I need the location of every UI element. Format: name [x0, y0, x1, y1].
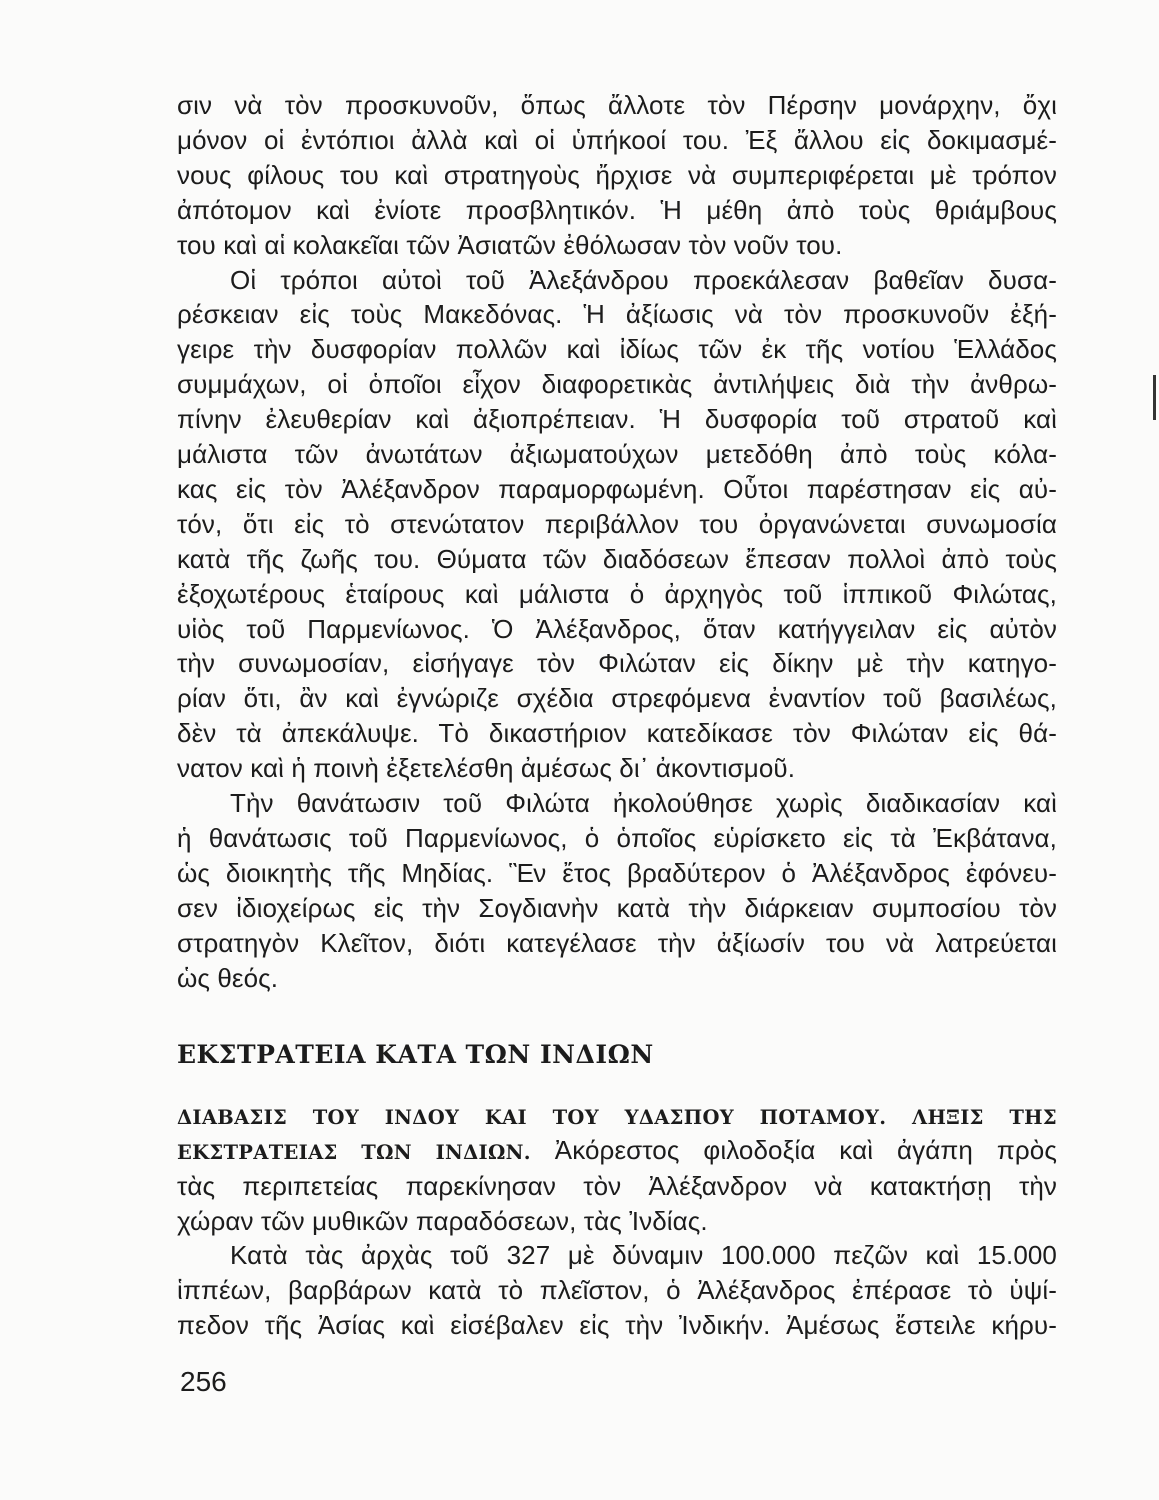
text-line: ἐξοχωτέρους ἑταίρους καὶ μάλιστα ὁ ἀρχηγὸς τοῦ ἱππικοῦ Φιλώτας, — [177, 578, 1057, 609]
text-line: του καὶ αἱ κολακεῖαι τῶν Ἀσιατῶν ἐθόλωσαν τὸν νοῦν του. — [177, 229, 843, 260]
text-line: Τὴν θανάτωσιν τοῦ Φιλώτα ἠκολούθησε χωρὶς διαδικασίαν καὶ — [230, 788, 1057, 818]
subsection-title-part1: ΔΙΑΒΑΣΙΣ ΤΟΥ ΙΝΔΟΥ ΚΑΙ ΤΟΥ ΥΔΑΣΠΟΥ ΠΟΤΑΜΟΥ. ΛΗΞΙΣ ΤΗΣ — [177, 1106, 1057, 1129]
subsection-title-line-2 — [177, 1133, 1057, 1167]
text-line: ἀπότομον καὶ ἐνίοτε προσβλητικόν. Ἡ μέθη ἀπὸ τοὺς θριάμβους — [177, 194, 1057, 225]
text-line: στρατηγὸν Κλεῖτον, διότι κατεγέλασε τὴν ἀξίωσίν του νὰ λατρεύεται — [177, 927, 1057, 958]
subsection-title-part2: ΕΚΣΤΡΑΤΕΙΑΣ ΤΩΝ ΙΝΔΙΩΝ. — [177, 1141, 531, 1164]
text-line: γειρε τὴν δυσφορίαν πολλῶν καὶ ἰδίως τῶν ἐκ τῆς νοτίου Ἑλλάδος — [177, 334, 1057, 365]
text-line: ρέσκειαν εἰς τοὺς Μακεδόνας. Ἡ ἀξίωσις νὰ τὸν προσκυνοῦν ἐξή- — [177, 299, 1057, 330]
text-line: μόνον οἱ ἐντόπιοι ἀλλὰ καὶ οἱ ὑπήκοοί του. Ἐξ ἄλλου εἰς δοκιμασμέ- — [177, 124, 1057, 155]
text-line: νατον καὶ ἡ ποινὴ ἐξετελέσθη ἀμέσως δι᾿ ἀκοντισμοῦ. — [177, 753, 796, 784]
scan-edge-mark — [1153, 375, 1156, 420]
text-line: υἱὸς τοῦ Παρμενίωνος. Ὁ Ἀλέξανδρος, ὅταν κατήγγειλαν εἰς αὐτὸν — [177, 613, 1057, 644]
text-line: νους φίλους του καὶ στρατηγοὺς ἤρχισε νὰ συμπεριφέρεται μὲ τρόπον — [177, 159, 1057, 190]
text-line: δὲν τὰ ἀπεκάλυψε. Τὸ δικαστήριον κατεδίκασε τὸν Φιλώταν εἰς θά- — [177, 718, 1057, 749]
text-line: σιν νὰ τὸν προσκυνοῦν, ὅπως ἄλλοτε τὸν Πέρσην μονάρχην, ὄχι — [177, 90, 1057, 120]
text-line: τὰς περιπετείας παρεκίνησαν τὸν Ἀλέξανδρον νὰ κατακτήσῃ τὴν — [177, 1171, 1057, 1201]
text-line: ρίαν ὅτι, ἂν καὶ ἐγνώριζε σχέδια στρεφόμενα ἐναντίον τοῦ βασιλέως, — [177, 683, 1057, 714]
text-line: πεδον τῆς Ἀσίας καὶ εἰσέβαλεν εἰς τὴν Ἰνδικήν. Ἀμέσως ἔστειλε κήρυ- — [177, 1310, 1057, 1340]
text-line: συμμάχων, οἱ ὁποῖοι εἶχον διαφορετικὰς ἀντιλήψεις διὰ τὴν ἀνθρω- — [177, 369, 1057, 400]
text-line: ὡς θεός. — [177, 962, 279, 993]
section-heading: ΕΚΣΤΡΑΤΕΙΑ ΚΑΤΑ ΤΩΝ ΙΝΔΙΩΝ — [177, 1040, 654, 1069]
text-line: Κατὰ τὰς ἀρχὰς τοῦ 327 μὲ δύναμιν 100.000 πεζῶν καὶ 15.000 — [230, 1240, 1057, 1270]
text-line: Οἱ τρόποι αὐτοὶ τοῦ Ἀλεξάνδρου προεκάλεσαν βαθεῖαν δυσα- — [230, 264, 1057, 295]
text-line: ὡς διοικητὴς τῆς Μηδίας. Ἓν ἔτος βραδύτερον ὁ Ἀλέξανδρος ἐφόνευ- — [177, 857, 1057, 888]
text-line: σεν ἰδιοχείρως εἰς τὴν Σογδιανὴν κατὰ τὴν διάρκειαν συμποσίου τὸν — [177, 892, 1057, 923]
text-line: τὴν συνωμοσίαν, εἰσήγαγε τὸν Φιλώταν εἰς δίκην μὲ τὴν κατηγο- — [177, 648, 1057, 679]
subsection-title-line — [177, 1098, 1057, 1132]
subsection-text: Ἀκόρεστος φιλοδοξία καὶ ἀγάπη πρὸς — [554, 1135, 1057, 1165]
text-line: πίνην ἐλευθερίαν καὶ ἀξιοπρέπειαν. Ἡ δυσφορία τοῦ στρατοῦ καὶ — [177, 404, 1057, 435]
text-line: ἡ θανάτωσις τοῦ Παρμενίωνος, ὁ ὁποῖος εὑρίσκετο εἰς τὰ Ἐκβάτανα, — [177, 822, 1057, 853]
text-line: κατὰ τῆς ζωῆς του. Θύματα τῶν διαδόσεων ἔπεσαν πολλοὶ ἀπὸ τοὺς — [177, 543, 1057, 574]
text-line: μάλιστα τῶν ἀνωτάτων ἀξιωματούχων μετεδόθη ἀπὸ τοὺς κόλα- — [177, 439, 1057, 469]
text-line: κας εἰς τὸν Ἀλέξανδρον παραμορφωμένη. Οὗτοι παρέστησαν εἰς αὐ- — [177, 473, 1057, 504]
text-line: τόν, ὅτι εἰς τὸ στενώτατον περιβάλλον του ὀργανώνεται συνωμοσία — [177, 508, 1057, 539]
text-line: ἱππέων, βαρβάρων κατὰ τὸ πλεῖστον, ὁ Ἀλέξανδρος ἐπέρασε τὸ ὑψί- — [177, 1275, 1057, 1305]
page-number: 256 — [180, 1366, 227, 1397]
text-line: χώραν τῶν μυθικῶν παραδόσεων, τὰς Ἰνδίας. — [177, 1206, 708, 1236]
